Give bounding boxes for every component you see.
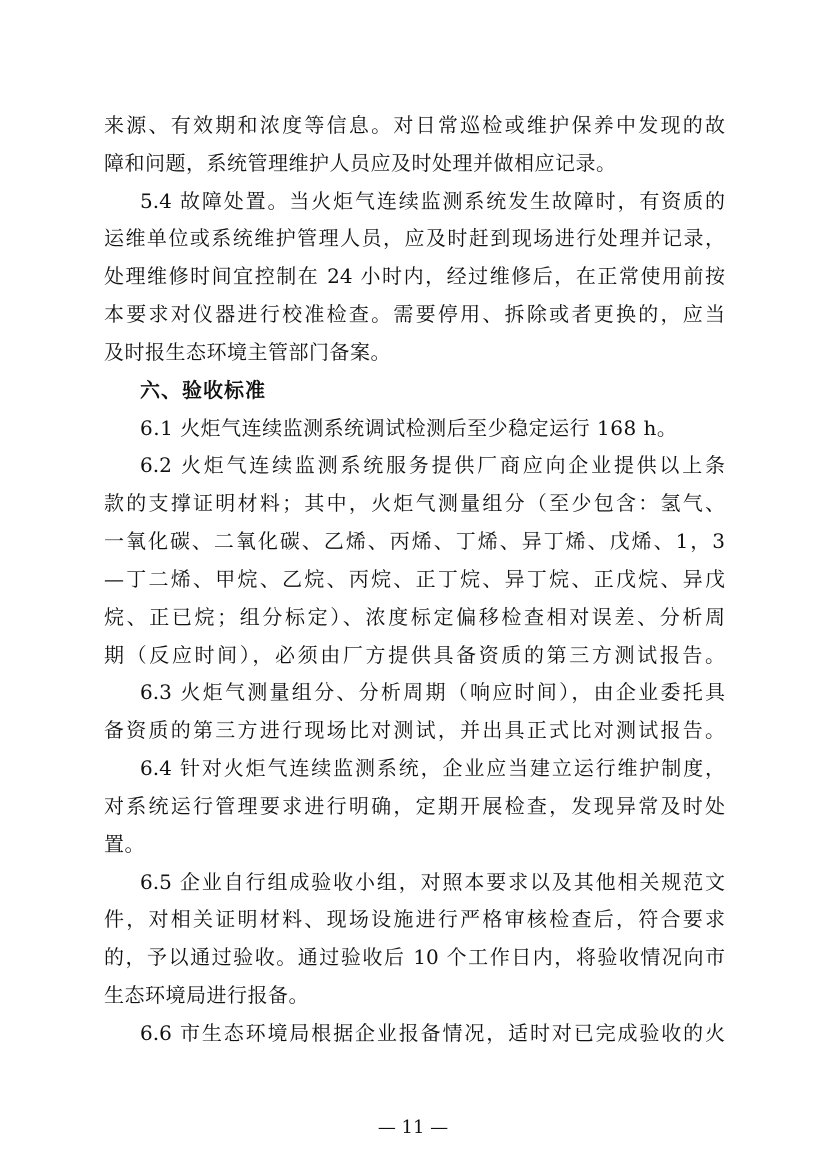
text-line: 一氧化碳、二氧化碳、乙烯、丙烯、丁烯、异丁烯、戊烯、1，3	[104, 529, 725, 554]
text-line: 款的支撑证明材料；其中，火炬气测量组分（至少包含：氢气、	[104, 491, 725, 516]
text-line: 处理维修时间宜控制在 24 小时内，经过维修后，在正常使用前按	[104, 264, 725, 289]
page-number: — 11 —	[377, 1117, 449, 1138]
text-line: 的，予以通过验收。通过验收后 10 个工作日内，将验收情况向市	[104, 945, 725, 970]
text-line: 本要求对仪器进行校准检查。需要停用、拆除或者更换的，应当	[104, 302, 725, 327]
text-line: 障和问题，系统管理维护人员应及时处理并做相应记录。	[104, 150, 617, 175]
text-line: 6.4 针对火炬气连续监测系统，企业应当建立运行维护制度，	[140, 756, 725, 781]
text-line: 对系统运行管理要求进行明确，定期开展检查，发现异常及时处	[104, 793, 725, 818]
text-line: 5.4 故障处置。当火炬气连续监测系统发生故障时，有资质的	[140, 188, 725, 213]
text-line: 备资质的第三方进行现场比对测试，并出具正式比对测试报告。	[104, 718, 725, 743]
text-line: —丁二烯、甲烷、乙烷、丙烷、正丁烷、异丁烷、正戊烷、异戊	[104, 566, 725, 591]
text-line: 6.5 企业自行组成验收小组，对照本要求以及其他相关规范文	[140, 869, 725, 894]
text-line: 6.2 火炬气连续监测系统服务提供厂商应向企业提供以上条	[140, 453, 725, 478]
text-line: 运维单位或系统维护管理人员，应及时赶到现场进行处理并记录，	[104, 226, 725, 251]
text-line: 置。	[104, 831, 145, 856]
section-heading: 六、验收标准	[140, 377, 266, 402]
text-line: 6.3 火炬气测量组分、分析周期（响应时间），由企业委托具	[140, 680, 725, 705]
text-line: 烷、正已烷；组分标定）、浓度标定偏移检查相对误差、分析周	[104, 604, 725, 629]
text-line: 6.1 火炬气连续监测系统调试检测后至少稳定运行 168 h。	[140, 415, 678, 440]
text-line: 期（反应时间），必须由厂方提供具备资质的第三方测试报告。	[104, 642, 725, 667]
text-line: 来源、有效期和浓度等信息。对日常巡检或维护保养中发现的故	[104, 113, 725, 137]
text-line: 6.6 市生态环境局根据企业报备情况，适时对已完成验收的火	[140, 1020, 725, 1045]
text-line: 生态环境局进行报备。	[104, 983, 309, 1008]
text-line: 及时报生态环境主管部门备案。	[104, 339, 391, 364]
text-line: 件，对相关证明材料、现场设施进行严格审核检查后，符合要求	[104, 907, 725, 932]
